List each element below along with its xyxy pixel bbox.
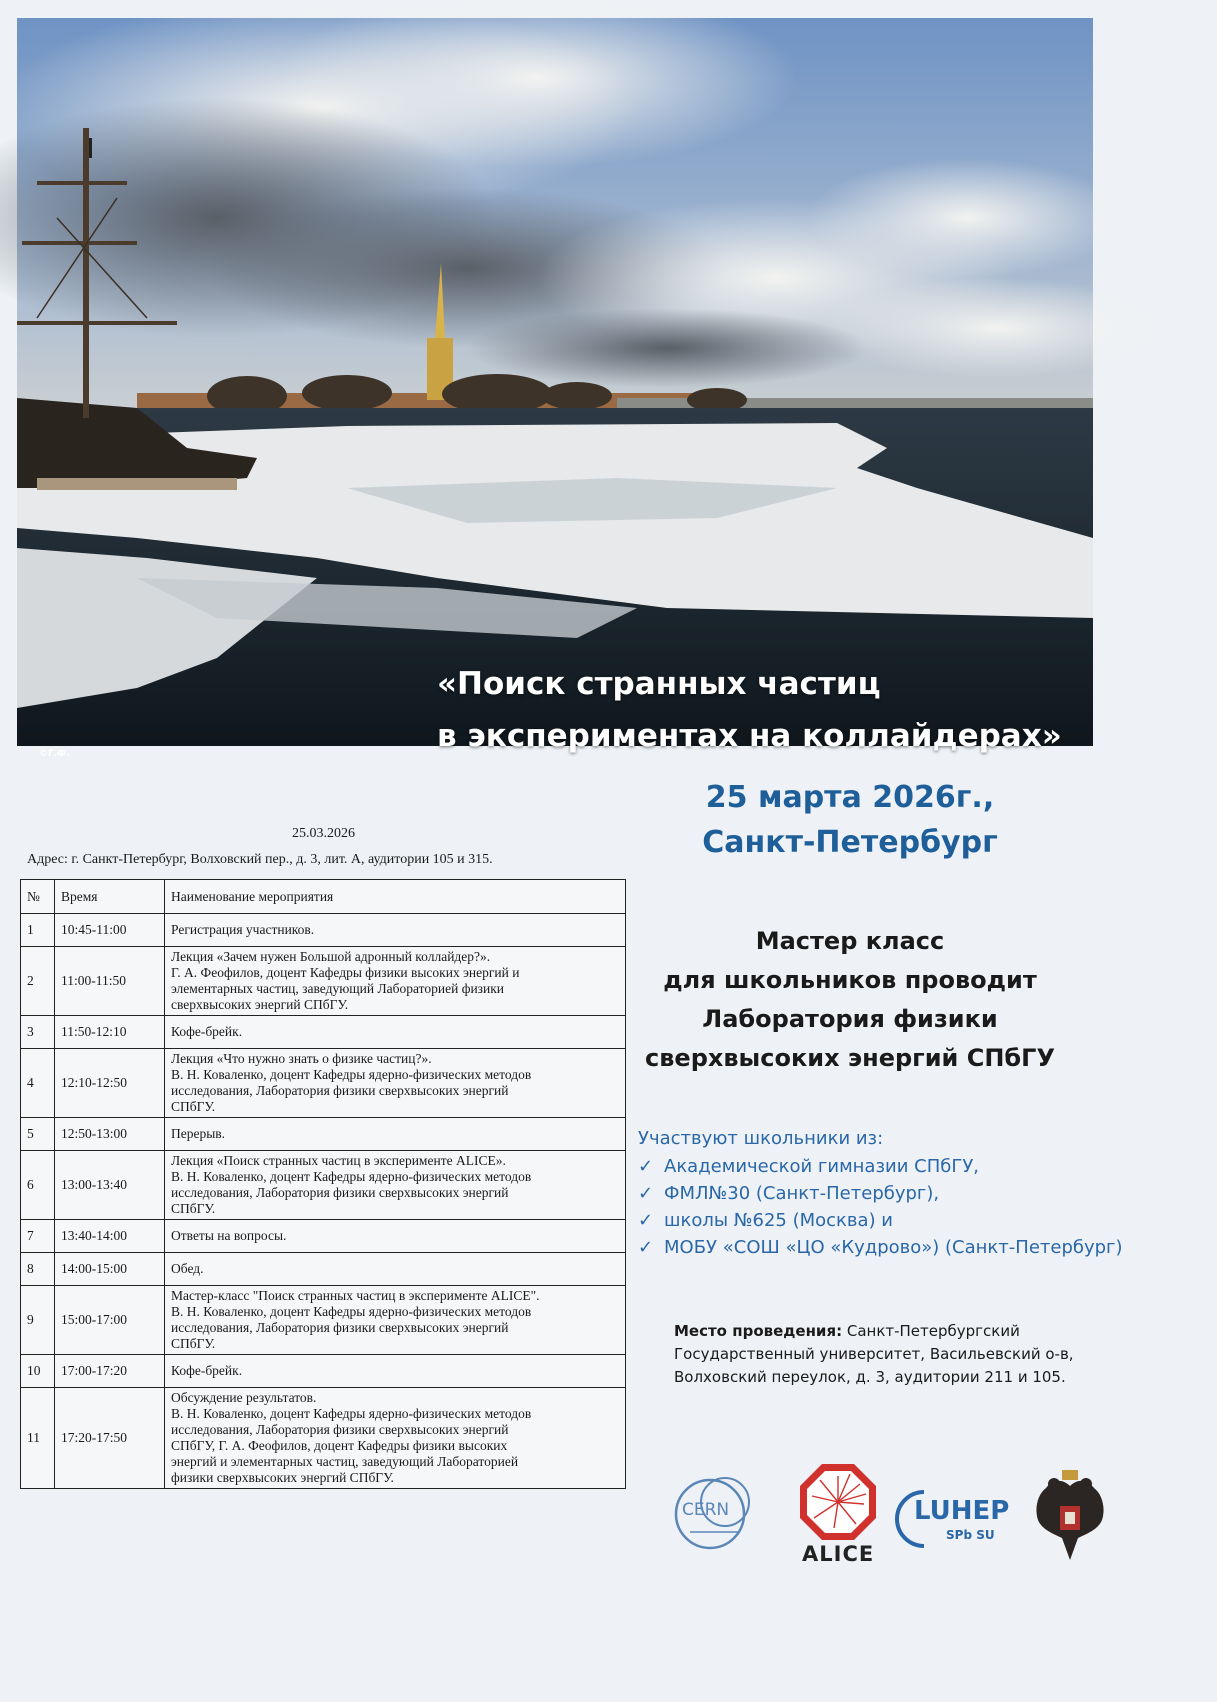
schedule-event <box>165 1286 626 1355</box>
participants-heading: Участвуют школьники из: <box>638 1128 884 1149</box>
participant-item <box>638 1207 1123 1234</box>
schedule-row <box>21 1151 626 1220</box>
participant-item <box>638 1180 1123 1207</box>
photo-credit: ©Г.Ф. <box>39 749 70 759</box>
schedule-event-line: исследования, Лаборатория физики сверхвысоких энергий <box>171 1185 509 1200</box>
schedule-body <box>21 914 626 1489</box>
schedule-time: 15:00-17:00 <box>55 1286 165 1355</box>
schedule-event <box>165 1388 626 1489</box>
master-class-line-1: Мастер класс <box>755 927 945 955</box>
schedule-event-line: СПбГУ. <box>171 1336 216 1351</box>
schedule-time: 12:10-12:50 <box>55 1049 165 1118</box>
schedule-event-line: Лекция «Зачем нужен Большой адронный коллайдер?». <box>171 949 491 964</box>
schedule-row <box>21 1286 626 1355</box>
schedule-event <box>165 1220 626 1253</box>
schedule-row <box>21 1220 626 1253</box>
master-class-line-2: для школьников проводит <box>663 966 1037 994</box>
schedule-table <box>20 879 626 1489</box>
schedule-row <box>21 1049 626 1118</box>
schedule-event-line: Лекция «Поиск странных частиц в эксперименте ALICE». <box>171 1153 506 1168</box>
schedule-event-line: Г. А. Феофилов, доцент Кафедры физики высоких энергий и <box>171 965 520 980</box>
venue-text-2: Государственный университет, Васильевский о-в, <box>674 1345 1074 1363</box>
schedule-date: 25.03.2026 <box>292 826 355 841</box>
participant-item <box>638 1234 1123 1261</box>
schedule-event <box>165 1355 626 1388</box>
schedule-event-line: Обсуждение результатов. <box>171 1390 317 1405</box>
schedule-time: 11:50-12:10 <box>55 1016 165 1049</box>
schedule-event-line: элементарных частиц, заведующий Лабораторией физики <box>171 981 505 996</box>
column-header-number: № <box>21 880 55 914</box>
double-headed-eagle-icon <box>1032 1468 1108 1564</box>
schedule-row <box>21 1355 626 1388</box>
schedule-time: 13:40-14:00 <box>55 1220 165 1253</box>
schedule-event <box>165 1016 626 1049</box>
participant-label: школы №625 (Москва) и <box>664 1210 894 1231</box>
schedule-event <box>165 1151 626 1220</box>
schedule-event <box>165 914 626 947</box>
participant-label: Академической гимназии СПбГУ, <box>664 1156 980 1177</box>
schedule-number: 6 <box>21 1151 55 1220</box>
schedule-event-line: Кофе-брейк. <box>171 1024 243 1039</box>
schedule-event-line: В. Н. Коваленко, доцент Кафедры ядерно-физических методов <box>171 1067 532 1082</box>
schedule-number: 7 <box>21 1220 55 1253</box>
schedule-event-line: сверхвысоких энергий СПбГУ. <box>171 997 349 1012</box>
schedule-number: 8 <box>21 1253 55 1286</box>
schedule-row <box>21 1253 626 1286</box>
venue-label: Место проведения: <box>674 1322 843 1340</box>
schedule-row <box>21 1118 626 1151</box>
schedule-time: 12:50-13:00 <box>55 1118 165 1151</box>
venue-text-1: Санкт-Петербургский <box>842 1322 1020 1340</box>
participant-item <box>638 1153 1123 1180</box>
schedule-number: 1 <box>21 914 55 947</box>
schedule-event <box>165 1049 626 1118</box>
check-icon: ✓ <box>638 1237 654 1258</box>
participant-label: ФМЛ№30 (Санкт-Петербург), <box>664 1183 940 1204</box>
schedule-event-line: В. Н. Коваленко, доцент Кафедры ядерно-физических методов <box>171 1304 532 1319</box>
schedule-row <box>21 1388 626 1489</box>
venue-info <box>674 1320 1094 1389</box>
schedule-event-line: Кофе-брейк. <box>171 1363 243 1378</box>
schedule-event-line: В. Н. Коваленко, доцент Кафедры ядерно-физических методов <box>171 1406 532 1421</box>
schedule-event-line: исследования, Лаборатория физики сверхвысоких энергий <box>171 1422 509 1437</box>
schedule-event-line: Мастер-класс "Поиск странных частиц в эксперименте ALICE". <box>171 1288 540 1303</box>
luhep-logo <box>894 1484 1014 1554</box>
schedule-number: 4 <box>21 1049 55 1118</box>
luhep-logo-subtext: SPb SU <box>946 1528 995 1542</box>
master-class-line-4: сверхвысоких энергий СПбГУ <box>645 1044 1055 1072</box>
schedule-event-line: Ответы на вопросы. <box>171 1228 287 1243</box>
schedule-event-line: исследования, Лаборатория физики сверхвысоких энергий <box>171 1320 509 1335</box>
hero-title-line-1: «Поиск странных частиц <box>437 666 881 702</box>
schedule-row <box>21 914 626 947</box>
check-icon: ✓ <box>638 1210 654 1231</box>
schedule-number: 11 <box>21 1388 55 1489</box>
schedule-row <box>21 1016 626 1049</box>
partner-logos <box>670 1462 1110 1566</box>
schedule-event <box>165 1253 626 1286</box>
schedule-time: 10:45-11:00 <box>55 914 165 947</box>
column-header-event: Наименование мероприятия <box>165 880 626 914</box>
schedule-time: 13:00-13:40 <box>55 1151 165 1220</box>
hero-title <box>437 658 1087 762</box>
check-icon: ✓ <box>638 1183 654 1204</box>
schedule-event-line: физики сверхвысоких энергий СПбГУ. <box>171 1470 394 1485</box>
participant-label: МОБУ «СОШ «ЦО «Кудрово») (Санкт-Петербург) <box>664 1237 1123 1258</box>
neva-landscape-illustration <box>17 18 1093 746</box>
schedule-event-line: СПбГУ. <box>171 1099 216 1114</box>
schedule-header-row <box>21 880 626 914</box>
schedule-row <box>21 947 626 1016</box>
column-header-time: Время <box>55 880 165 914</box>
schedule-event-line: Перерыв. <box>171 1126 226 1141</box>
schedule-number: 9 <box>21 1286 55 1355</box>
schedule-event <box>165 1118 626 1151</box>
schedule-event-line: энергий и элементарных частиц, заведующий Лабораторией <box>171 1454 519 1469</box>
check-icon: ✓ <box>638 1156 654 1177</box>
cern-logo <box>670 1472 760 1554</box>
alice-logo-text: ALICE <box>802 1542 875 1566</box>
venue-text-3: Волховский переулок, д. 3, аудитории 211 и 105. <box>674 1368 1066 1386</box>
schedule-number: 10 <box>21 1355 55 1388</box>
schedule-number: 3 <box>21 1016 55 1049</box>
event-city: Санкт-Петербург <box>702 825 998 860</box>
schedule-event-line: СПбГУ, Г. А. Феофилов, доцент Кафедры физики высоких <box>171 1438 508 1453</box>
spbu-crest-logo <box>1032 1468 1108 1564</box>
master-class-heading <box>630 922 1070 1078</box>
schedule-number: 5 <box>21 1118 55 1151</box>
cern-logo-text: CERN <box>682 1500 730 1520</box>
schedule-address: Адрес: г. Санкт-Петербург, Волховский пер., д. 3, лит. А, аудитории 105 и 315. <box>27 852 493 867</box>
luhep-logo-text: LUHEP <box>914 1496 1010 1526</box>
schedule-event-line: Регистрация участников. <box>171 922 315 937</box>
schedule-event-line: Лекция «Что нужно знать о физике частиц?». <box>171 1051 432 1066</box>
hero-photo <box>17 18 1093 759</box>
schedule-time: 11:00-11:50 <box>55 947 165 1016</box>
schedule-time: 17:20-17:50 <box>55 1388 165 1489</box>
alice-logo-icon <box>798 1462 878 1542</box>
hero-title-line-2: в экспериментах на коллайдерах» <box>437 718 1062 754</box>
schedule-event-line: СПбГУ. <box>171 1201 216 1216</box>
schedule-event-line: В. Н. Коваленко, доцент Кафедры ядерно-физических методов <box>171 1169 532 1184</box>
schedule-event-line: исследования, Лаборатория физики сверхвысоких энергий <box>171 1083 509 1098</box>
alice-logo <box>798 1462 878 1566</box>
participants-list <box>638 1153 1123 1261</box>
event-date-city <box>640 775 1060 865</box>
master-class-line-3: Лаборатория физики <box>702 1005 998 1033</box>
schedule-time: 17:00-17:20 <box>55 1355 165 1388</box>
schedule-event <box>165 947 626 1016</box>
schedule-event-line: Обед. <box>171 1261 204 1276</box>
schedule-time: 14:00-15:00 <box>55 1253 165 1286</box>
schedule-number: 2 <box>21 947 55 1016</box>
event-date: 25 марта 2026г., <box>705 780 995 815</box>
